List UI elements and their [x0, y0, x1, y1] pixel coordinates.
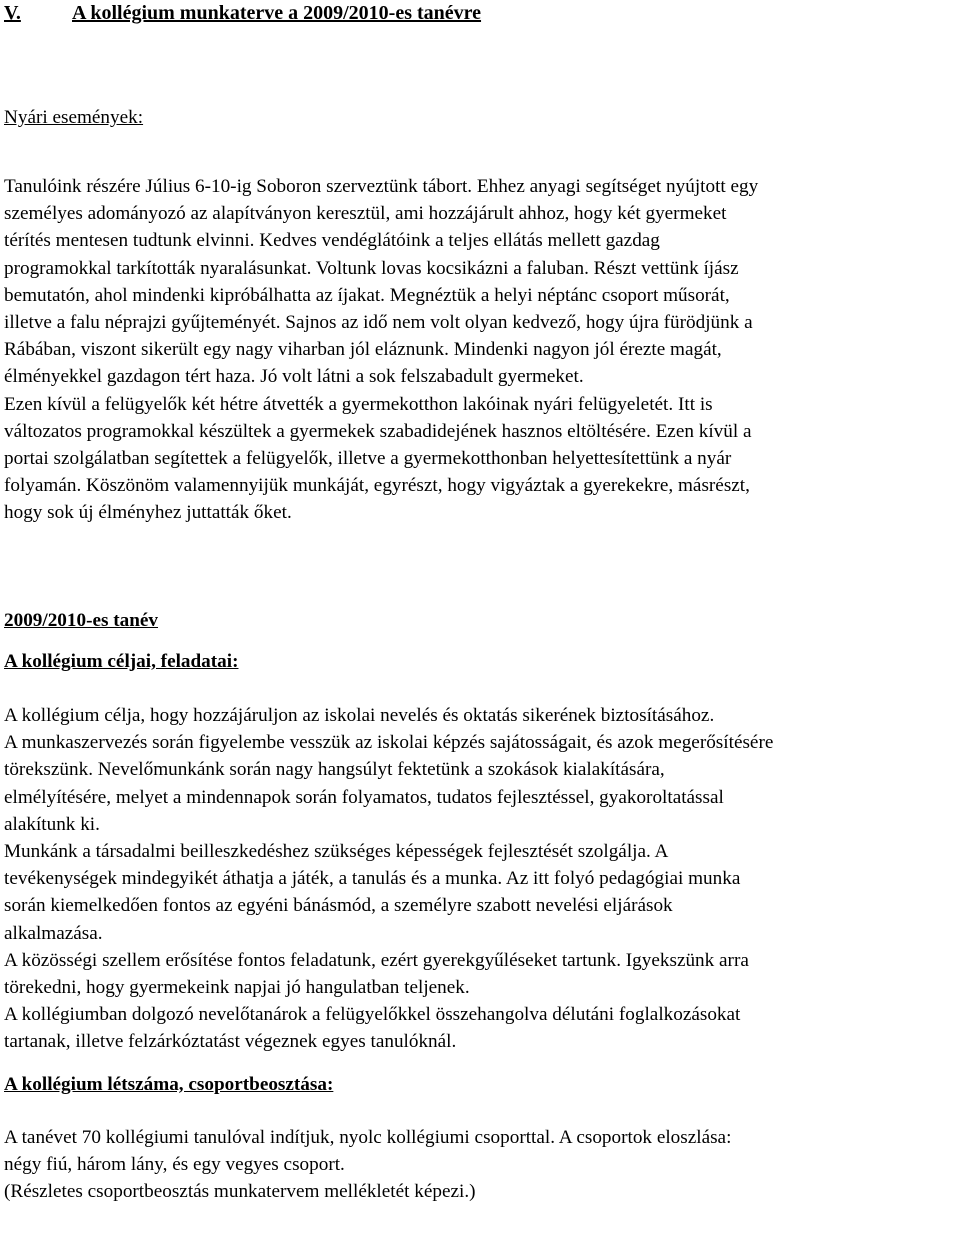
section-number: V. — [4, 2, 21, 24]
text-line: hogy sok új élményhez juttatták őket. — [4, 502, 292, 524]
section-title — [4, 0, 956, 26]
text-line: programokkal tarkították nyaralásunkat. Voltunk lovas kocsikázni a faluban. Részt vettünk íjász — [4, 257, 739, 279]
text-line: elmélyítésére, melyet a mindennapok során folyamatos, tudatos fejlesztéssel, gyakoroltatással — [4, 786, 724, 808]
headcount-heading: A kollégium létszáma, csoportbeosztása: — [4, 1073, 334, 1095]
text-line: alkalmazása. — [4, 922, 103, 944]
text-line: Munkánk a társadalmi beilleszkedéshez szükséges képességek fejlesztését szolgálja. A — [4, 841, 669, 863]
summer-events-paragraph — [4, 173, 956, 527]
text-line: Rábában, viszont sikerült egy nagy viharban jól eláznunk. Mindenki nagyon jól érezte magát, — [4, 339, 722, 361]
text-line: A kollégiumban dolgozó nevelőtanárok a felügyelőkkel összehangolva délutáni foglalkozásokat — [4, 1004, 741, 1026]
school-year-heading: 2009/2010-es tanév — [4, 609, 159, 631]
goals-paragraph — [4, 702, 956, 1056]
text-line: élményekkel gazdagon tért haza. Jó volt látni a sok felszabadult gyermeket. — [4, 366, 584, 388]
text-line: törekedni, hogy gyermekeink napjai jó hangulatban teljenek. — [4, 977, 470, 999]
text-line: változatos programokkal készültek a gyermekek szabadidejének hasznos eltöltésére. Ezen kívül a — [4, 420, 752, 442]
text-line: Ezen kívül a felügyelők két hétre átvették a gyermekotthon lakóinak nyári felügyeletét. Itt is — [4, 393, 713, 415]
text-line: folyamán. Köszönöm valamennyijük munkáját, egyrészt, hogy vigyáztak a gyerekekre, másrészt, — [4, 475, 750, 497]
text-line: (Részletes csoportbeosztás munkatervem mellékletét képezi.) — [4, 1181, 476, 1203]
text-line: személyes adományozó az alapítványon keresztül, ami hozzájárult ahhoz, hogy két gyermeket — [4, 203, 727, 225]
text-line: tartanak, illetve felzárkóztatást végeznek egyes tanulóknál. — [4, 1031, 457, 1053]
summer-events-heading: Nyári események: — [4, 107, 144, 128]
section-title-text: A kollégium munkaterve a 2009/2010-es tanévre — [72, 2, 482, 24]
text-line: bemutatón, ahol mindenki kipróbálhatta az íjakat. Megnéztük a helyi néptánc csoport műsorát, — [4, 284, 730, 306]
goals-heading: A kollégium céljai, feladatai: — [4, 650, 239, 672]
text-line: A kollégium célja, hogy hozzájáruljon az iskolai nevelés és oktatás sikerének biztosításához. — [4, 705, 715, 727]
text-line: A tanévet 70 kollégiumi tanulóval indítjuk, nyolc kollégiumi csoporttal. A csoportok eloszlása: — [4, 1126, 732, 1148]
text-line: tevékenységek mindegyikét áthatja a játék, a tanulás és a munka. Az itt folyó pedagógiai munka — [4, 868, 741, 890]
text-line: A munkaszervezés során figyelembe vesszük az iskolai képzés sajátosságait, és azok megerősítésére — [4, 732, 774, 754]
text-line: A közösségi szellem erősítése fontos feladatunk, ezért gyerekgyűléseket tartunk. Igyekszünk arra — [4, 949, 749, 971]
text-line: négy fiú, három lány, és egy vegyes csoport. — [4, 1154, 345, 1176]
text-line: illetve a falu néprajzi gyűjteményét. Sajnos az idő nem volt olyan kedvező, hogy újra fürödjünk a — [4, 312, 753, 334]
text-line: Tanulóink részére Július 6-10-ig Soboron szerveztünk tábort. Ehhez anyagi segítséget nyújtott egy — [4, 176, 759, 197]
text-line: törekszünk. Nevelőmunkánk során nagy hangsúlyt fektetünk a szokások kialakítására, — [4, 759, 665, 781]
text-line: alakítunk ki. — [4, 813, 100, 835]
text-line: során kiemelkedően fontos az egyéni bánásmód, a személyre szabott nevelési eljárások — [4, 895, 673, 917]
headcount-paragraph — [4, 1124, 956, 1206]
text-line: portai szolgálatban segítettek a felügyelők, illetve a gyermekotthonban helyettesítettünk a nyár — [4, 448, 732, 470]
text-line: térítés mentesen tudtunk elvinni. Kedves vendéglátóink a teljes ellátás mellett gazdag — [4, 230, 660, 252]
